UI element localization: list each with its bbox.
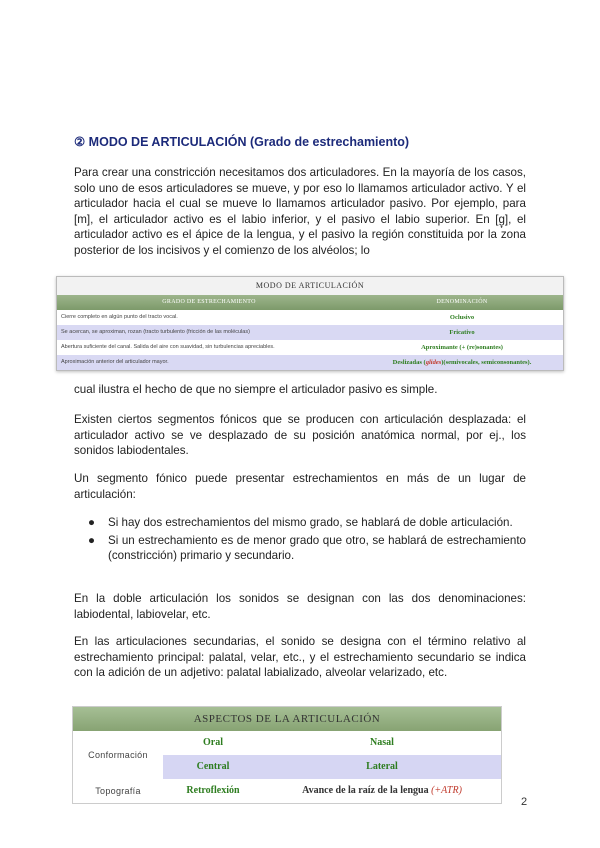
- denominacion-cell: Oclusivo: [449, 314, 475, 321]
- table-row: [163, 755, 501, 779]
- bullet-text: Si un estrechamiento es de menor grado que otro, se hablará de estrechamiento (constricción) primario y secundario.: [108, 533, 526, 563]
- table-row: [163, 779, 501, 803]
- aspect-cell: [263, 779, 501, 803]
- paragraph-continuation: cual ilustra el hecho de que no siempre el articulador pasivo es simple.: [74, 383, 438, 396]
- grado-cell: Se acercan, se aproximan, rozan (tracto turbulento (fricción de las moléculas): [61, 329, 250, 335]
- bullet-text: Si hay dos estrechamientos del mismo grado, se hablará de doble articulación.: [108, 516, 513, 529]
- table-row: [57, 310, 563, 325]
- grado-cell: Abertura suficiente del canal. Salida del aire con suavidad, sin turbulencias apreciables.: [61, 344, 275, 350]
- paragraph-articuladores: Para crear una constricción necesitamos dos articuladores. En la mayoría de los casos, solo uno de esos articuladores se mueve, y por eso lo llamamos articulador activo. Y el articulador hacia el cual se mueve lo llamamos articulador pasivo. Por ejemplo, para [m], el articulador activo es el labio inferior, y el pasivo el labio superior. En [ɡ̟], el articulador activo es el ápice de la lengua, y el pasivo la región constituida por la zona posterior de los incisivos y el comienzo de los alvéolos; lo: [74, 166, 526, 257]
- conformacion-label: Conformación: [88, 750, 148, 760]
- aspect-cell: Oral: [203, 737, 223, 748]
- bullet-icon: ●: [88, 516, 96, 529]
- grado-cell: Aproximación anterior del articulador mayor.: [61, 359, 169, 365]
- denominacion-cell: [361, 355, 563, 370]
- paragraph-articulaciones-secundarias: En las articulaciones secundarias, el sonido se designa con el término relativo al estrechamiento principal: palatal, velar, etc., y el estrechamiento secundario se indica con la adición de un adjetivo: palatal labializado, alveolar velarizado, etc.: [74, 635, 526, 680]
- topografia-label: Topografía: [95, 786, 141, 796]
- section-heading: ② MODO DE ARTICULACIÓN (Grado de estrechamiento): [74, 135, 410, 149]
- aspect-cell: Lateral: [366, 761, 398, 772]
- table-row: [57, 325, 563, 340]
- denominacion-cell: Aproximante (+ (re)sonantes): [421, 344, 503, 351]
- page-number: 2: [521, 796, 528, 808]
- table-row: [163, 731, 501, 755]
- paragraph-articulacion-desplazada: Existen ciertos segmentos fónicos que se producen con articulación desplazada: el articulador activo se ve desplazado de su posición anatómica normal, por ej., los sonidos labiodentales.: [74, 413, 526, 458]
- table-header: [57, 295, 563, 310]
- atr-label: (+ATR): [431, 785, 462, 796]
- denominacion-post: )(semivocales, semiconsonantes).: [441, 359, 532, 366]
- denominacion-pre: Deslizadas (: [392, 359, 426, 366]
- aspect-cell: Nasal: [370, 737, 394, 748]
- paragraph-doble-articulacion: En la doble articulación los sonidos se designan con las dos denominaciones: labiodental, labiovelar, etc.: [74, 592, 526, 621]
- column-header-denominacion: DENOMINACIÓN: [436, 299, 488, 305]
- denominacion-cell: Fricativo: [449, 329, 475, 336]
- table-row: [57, 355, 563, 370]
- grado-cell: Cierre completo en algún punto del tracto vocal.: [61, 314, 178, 320]
- aspect-cell: Central: [196, 761, 230, 772]
- paragraph-estrechamientos: Un segmento fónico puede presentar estrechamientos en más de un lugar de articulación:: [74, 472, 526, 501]
- column-header-grado: GRADO DE ESTRECHAMIENTO: [162, 299, 256, 305]
- list-item: [88, 533, 526, 564]
- bullet-list: [88, 515, 526, 566]
- list-item: [88, 515, 526, 531]
- table-row: [57, 340, 563, 355]
- aspect-text: Avance de la raíz de la lengua: [302, 785, 429, 796]
- table-title: ASPECTOS DE LA ARTICULACIÓN: [73, 707, 501, 731]
- glides-term: glides: [425, 359, 442, 366]
- modo-articulacion-table: [56, 276, 564, 371]
- aspect-cell: Retroflexión: [186, 785, 240, 796]
- bullet-icon: ●: [88, 533, 96, 547]
- table-title: MODO DE ARTICULACIÓN: [57, 277, 563, 295]
- aspectos-articulacion-table: [72, 706, 502, 804]
